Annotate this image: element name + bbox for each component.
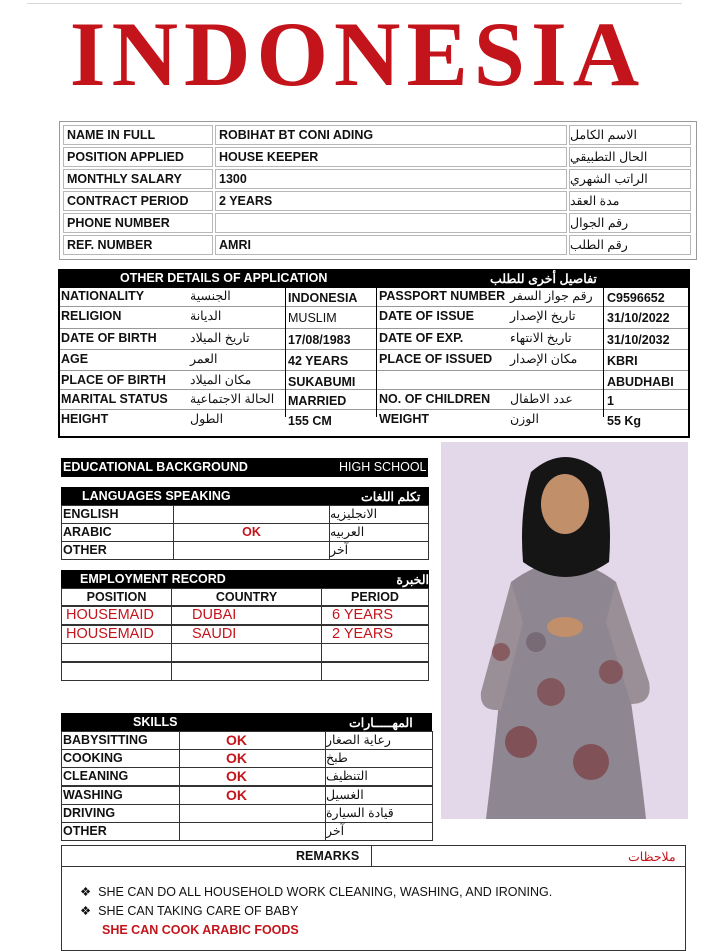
skill-label: WASHING xyxy=(62,787,180,804)
skill-label: BABYSITTING xyxy=(62,732,180,749)
language-label: OTHER xyxy=(62,542,174,559)
remark-text: SHE CAN DO ALL HOUSEHOLD WORK CLEANING, WASHING, AND IRONING. xyxy=(98,885,553,899)
personal-info-table xyxy=(59,121,697,260)
detail-value: 55 Kg xyxy=(607,414,642,428)
detail-label: PASSPORT NUMBER xyxy=(379,289,506,303)
detail-label: RELIGION xyxy=(61,309,122,323)
employment-row xyxy=(61,643,429,662)
employment-row xyxy=(61,606,429,625)
detail-value: MARRIED xyxy=(288,394,347,408)
remark-item xyxy=(80,884,552,899)
skill-label: DRIVING xyxy=(62,805,180,822)
employment-cell xyxy=(172,663,322,680)
employment-cell: 2 YEARS xyxy=(332,625,393,642)
skill-label: OTHER xyxy=(62,823,180,840)
detail-label: DATE OF ISSUE xyxy=(379,309,474,323)
language-label: ARABIC xyxy=(62,524,174,541)
remarks-label: REMARKS xyxy=(296,849,360,863)
detail-label: DATE OF BIRTH xyxy=(61,331,157,345)
employment-cell xyxy=(172,644,322,661)
skill-level: OK xyxy=(180,732,326,749)
applicant-photo-illustration xyxy=(441,442,688,819)
personal-label-ar: الاسم الكامل xyxy=(569,125,691,145)
skill-label-ar: رعاية الصغار xyxy=(326,733,391,747)
row-divider xyxy=(60,409,688,410)
skill-label: CLEANING xyxy=(62,768,180,785)
language-level xyxy=(174,506,330,523)
skill-level xyxy=(180,823,326,840)
personal-label: REF. NUMBER xyxy=(63,235,213,255)
bullet-icon: ❖ xyxy=(80,904,92,918)
detail-value: 1 xyxy=(607,394,614,408)
personal-label: PHONE NUMBER xyxy=(63,213,213,233)
detail-value: SUKABUMI xyxy=(288,375,356,389)
detail-value: 17/08/1983 xyxy=(288,333,351,347)
detail-label: PLACE OF ISSUED xyxy=(379,352,493,366)
remarks-box xyxy=(61,845,686,951)
detail-label: DATE OF EXP. xyxy=(379,331,464,345)
personal-label-ar: رقم الجوال xyxy=(569,213,691,233)
detail-value: 42 YEARS xyxy=(288,354,349,368)
col-divider xyxy=(376,287,377,417)
detail-label: PLACE OF BIRTH xyxy=(61,373,166,387)
detail-label-ar: تاريخ الانتهاء xyxy=(510,331,572,345)
language-label-ar: الانجليزيه xyxy=(330,507,378,521)
employment-cell: HOUSEMAID xyxy=(62,607,172,624)
language-label-ar: العربيه xyxy=(330,525,365,539)
language-row xyxy=(61,523,429,542)
languages-title-ar: تكلم اللغات xyxy=(361,490,421,504)
employment-cell: SAUDI xyxy=(172,626,322,643)
other-details-header xyxy=(58,269,690,288)
employment-col-header: COUNTRY xyxy=(172,589,322,605)
skill-row xyxy=(61,822,433,841)
remark-text: SHE CAN TAKING CARE OF BABY xyxy=(98,904,299,918)
education-row xyxy=(61,458,428,477)
skill-level: OK xyxy=(180,768,326,785)
personal-label-ar: الحال التطبيقي xyxy=(569,147,691,167)
row-divider xyxy=(60,370,688,371)
skill-level xyxy=(180,805,326,822)
skills-title-ar: المهـــــارات xyxy=(349,716,413,730)
employment-title: EMPLOYMENT RECORD xyxy=(80,572,226,586)
detail-value: INDONESIA xyxy=(288,291,358,305)
applicant-photo xyxy=(441,442,688,819)
detail-label: HEIGHT xyxy=(61,412,109,426)
language-row xyxy=(61,505,429,524)
employment-col-header: POSITION xyxy=(62,589,172,605)
education-value: HIGH SCHOOL xyxy=(339,460,427,474)
language-row xyxy=(61,541,429,560)
detail-label-ar: الحالة الاجتماعية xyxy=(190,392,275,406)
employment-col-header: PERIOD xyxy=(351,590,399,604)
skill-label-ar: الغسيل xyxy=(326,787,364,802)
skills-header xyxy=(61,713,432,731)
language-label-ar: آخر xyxy=(330,543,349,557)
employment-columns xyxy=(61,588,429,606)
personal-value xyxy=(215,213,567,233)
row-divider xyxy=(60,389,688,390)
education-label: EDUCATIONAL BACKGROUND xyxy=(63,460,248,474)
employment-cell xyxy=(62,644,172,661)
row-divider xyxy=(60,328,688,329)
detail-value: 31/10/2022 xyxy=(607,311,670,325)
language-level: OK xyxy=(174,524,330,541)
personal-label-ar: مدة العقد xyxy=(569,191,691,211)
detail-value: KBRI xyxy=(607,354,638,368)
personal-value: 1300 xyxy=(215,169,567,189)
employment-cell: DUBAI xyxy=(172,607,322,624)
col-divider xyxy=(603,287,604,417)
detail-value: C9596652 xyxy=(607,291,665,305)
detail-value: ABUDHABI xyxy=(607,375,674,389)
remarks-label-ar: ملاحظات xyxy=(628,850,676,864)
skill-label-ar: التنظيف xyxy=(326,769,368,784)
languages-header xyxy=(61,487,429,505)
remarks-header xyxy=(62,846,685,867)
employment-row xyxy=(61,662,429,681)
language-label: ENGLISH xyxy=(62,506,174,523)
skill-label-ar: آخر xyxy=(326,824,345,838)
detail-label-ar: الوزن xyxy=(510,412,539,426)
skill-row xyxy=(61,767,433,786)
personal-label: MONTHLY SALARY xyxy=(63,169,213,189)
employment-cell xyxy=(322,644,428,661)
remark-item xyxy=(80,903,298,918)
employment-cell: 6 YEARS xyxy=(332,607,393,623)
skills-title: SKILLS xyxy=(133,715,178,729)
detail-label-ar: الديانة xyxy=(190,309,222,323)
row-divider xyxy=(60,306,688,307)
remark-highlight: SHE CAN COOK ARABIC FOODS xyxy=(102,923,299,937)
detail-label-ar: العمر xyxy=(190,352,218,366)
language-level xyxy=(174,542,330,559)
employment-cell xyxy=(62,663,172,680)
detail-label: NATIONALITY xyxy=(61,289,145,303)
skill-row xyxy=(61,804,433,823)
personal-value: AMRI xyxy=(215,235,567,255)
skill-level: OK xyxy=(180,787,326,804)
detail-value: MUSLIM xyxy=(288,311,337,325)
skill-label-ar: طبخ xyxy=(326,751,348,766)
personal-label: CONTRACT PERIOD xyxy=(63,191,213,211)
languages-title: LANGUAGES SPEAKING xyxy=(82,489,231,503)
other-details-table xyxy=(58,287,690,438)
skill-label-ar: قيادة السيارة xyxy=(326,805,394,820)
detail-label: MARITAL STATUS xyxy=(61,392,168,406)
detail-label-ar: تاريخ الميلاد xyxy=(190,331,250,345)
personal-label-ar: رقم الطلب xyxy=(569,235,691,255)
detail-label-ar: مكان الميلاد xyxy=(190,373,252,387)
col-divider xyxy=(285,287,286,417)
other-details-title-ar: تفاصيل أخرى للطلب xyxy=(490,272,597,286)
detail-label: NO. OF CHILDREN xyxy=(379,392,491,406)
skill-label: COOKING xyxy=(62,750,180,767)
detail-label-ar: تاريخ الإصدار xyxy=(510,309,576,323)
bullet-icon: ❖ xyxy=(80,885,92,899)
skill-row xyxy=(61,731,433,750)
other-details-title: OTHER DETAILS OF APPLICATION xyxy=(120,271,328,285)
skill-row xyxy=(61,749,433,768)
skill-row xyxy=(61,786,433,805)
detail-label: WEIGHT xyxy=(379,412,429,426)
personal-label: POSITION APPLIED xyxy=(63,147,213,167)
detail-value: 31/10/2032 xyxy=(607,333,670,347)
detail-value: 155 CM xyxy=(288,414,332,428)
personal-label: NAME IN FULL xyxy=(63,125,213,145)
personal-value: HOUSE KEEPER xyxy=(215,147,567,167)
employment-cell: HOUSEMAID xyxy=(62,626,172,643)
personal-value: 2 YEARS xyxy=(215,191,567,211)
employment-row xyxy=(61,625,429,644)
row-divider xyxy=(60,349,688,350)
personal-label-ar: الراتب الشهري xyxy=(569,169,691,189)
skill-level: OK xyxy=(180,750,326,767)
country-title: INDONESIA xyxy=(69,3,646,105)
detail-label-ar: مكان الإصدار xyxy=(510,352,578,366)
employment-title-ar: الخبرة المهنية xyxy=(394,573,429,602)
employment-cell xyxy=(322,663,428,680)
personal-value: ROBIHAT BT CONI ADING xyxy=(215,125,567,145)
detail-label: AGE xyxy=(61,352,89,366)
detail-label-ar: الجنسية xyxy=(190,289,231,303)
remarks-divider xyxy=(371,846,372,866)
detail-label-ar: رقم جواز السفر xyxy=(510,289,593,303)
detail-label-ar: عدد الاطفال xyxy=(510,392,573,406)
detail-label-ar: الطول xyxy=(190,412,224,426)
